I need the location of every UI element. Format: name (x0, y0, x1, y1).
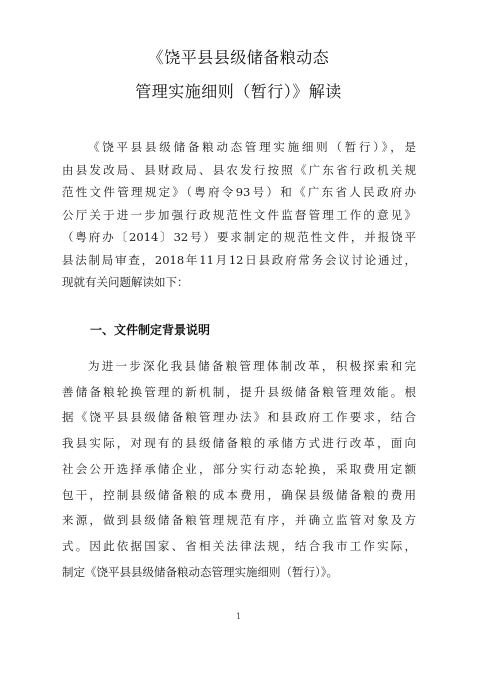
background-paragraph (62, 354, 416, 585)
title-line-2: 管理实施细则（暂行）》解读 (135, 82, 342, 101)
paragraph-line: 式。因此依据国家、省相关法律法规，结合我市工作实际， (62, 538, 416, 553)
paragraph-line: 《饶平县县级储备粮动态管理实施细则（暂行）》，是 (88, 140, 416, 154)
paragraph-line: 社会公开选择承储企业，部分实行动态轮换，采取费用定额 (62, 461, 416, 476)
paragraph-line: （粤府办〔2014〕32号）要求制定的规范性文件，并报饶平 (62, 230, 416, 244)
document-title (0, 45, 477, 105)
title-line-1: 《饶平县县级储备粮动态 (147, 48, 330, 67)
paragraph-line: 范性文件管理规定》（粤府令93号）和《广东省人民政府办 (62, 185, 416, 199)
section-heading: 一、文件制定背景说明 (90, 323, 211, 337)
paragraph-line: 为进一步深化我县储备粮管理体制改革，积极探索和完 (88, 359, 416, 373)
intro-paragraph (62, 136, 416, 294)
paragraph-line: 制定《饶平县县级储备粮动态管理实施细则（暂行）》。 (62, 564, 338, 579)
paragraph-line: 包干，控制县级储备粮的成本费用，确保县级储备粮的费用 (62, 487, 416, 502)
paragraph-line: 来源，做到县级储备粮管理规范有序，并确立监管对象及方 (62, 513, 416, 528)
paragraph-line: 公厅关于进一步加强行政规范性文件监督管理工作的意见》 (62, 207, 416, 222)
paragraph-line: 我县实际，对现有的县级储备粮的承储方式进行改革，面向 (62, 436, 416, 451)
paragraph-line: 现就有关问题解读如下： (62, 275, 189, 289)
paragraph-line: 县法制局审查，2018年11月12日县政府常务会议讨论通过， (62, 252, 416, 267)
paragraph-line: 善储备粮轮换管理的新机制，提升县级储备粮管理效能。根 (62, 384, 416, 399)
paragraph-line: 由县发改局、县财政局、县农发行按照《广东省行政机关规 (62, 162, 416, 177)
page-number: 1 (235, 612, 242, 621)
paragraph-line: 据《饶平县县级储备粮管理办法》和县政府工作要求，结合 (62, 410, 416, 425)
